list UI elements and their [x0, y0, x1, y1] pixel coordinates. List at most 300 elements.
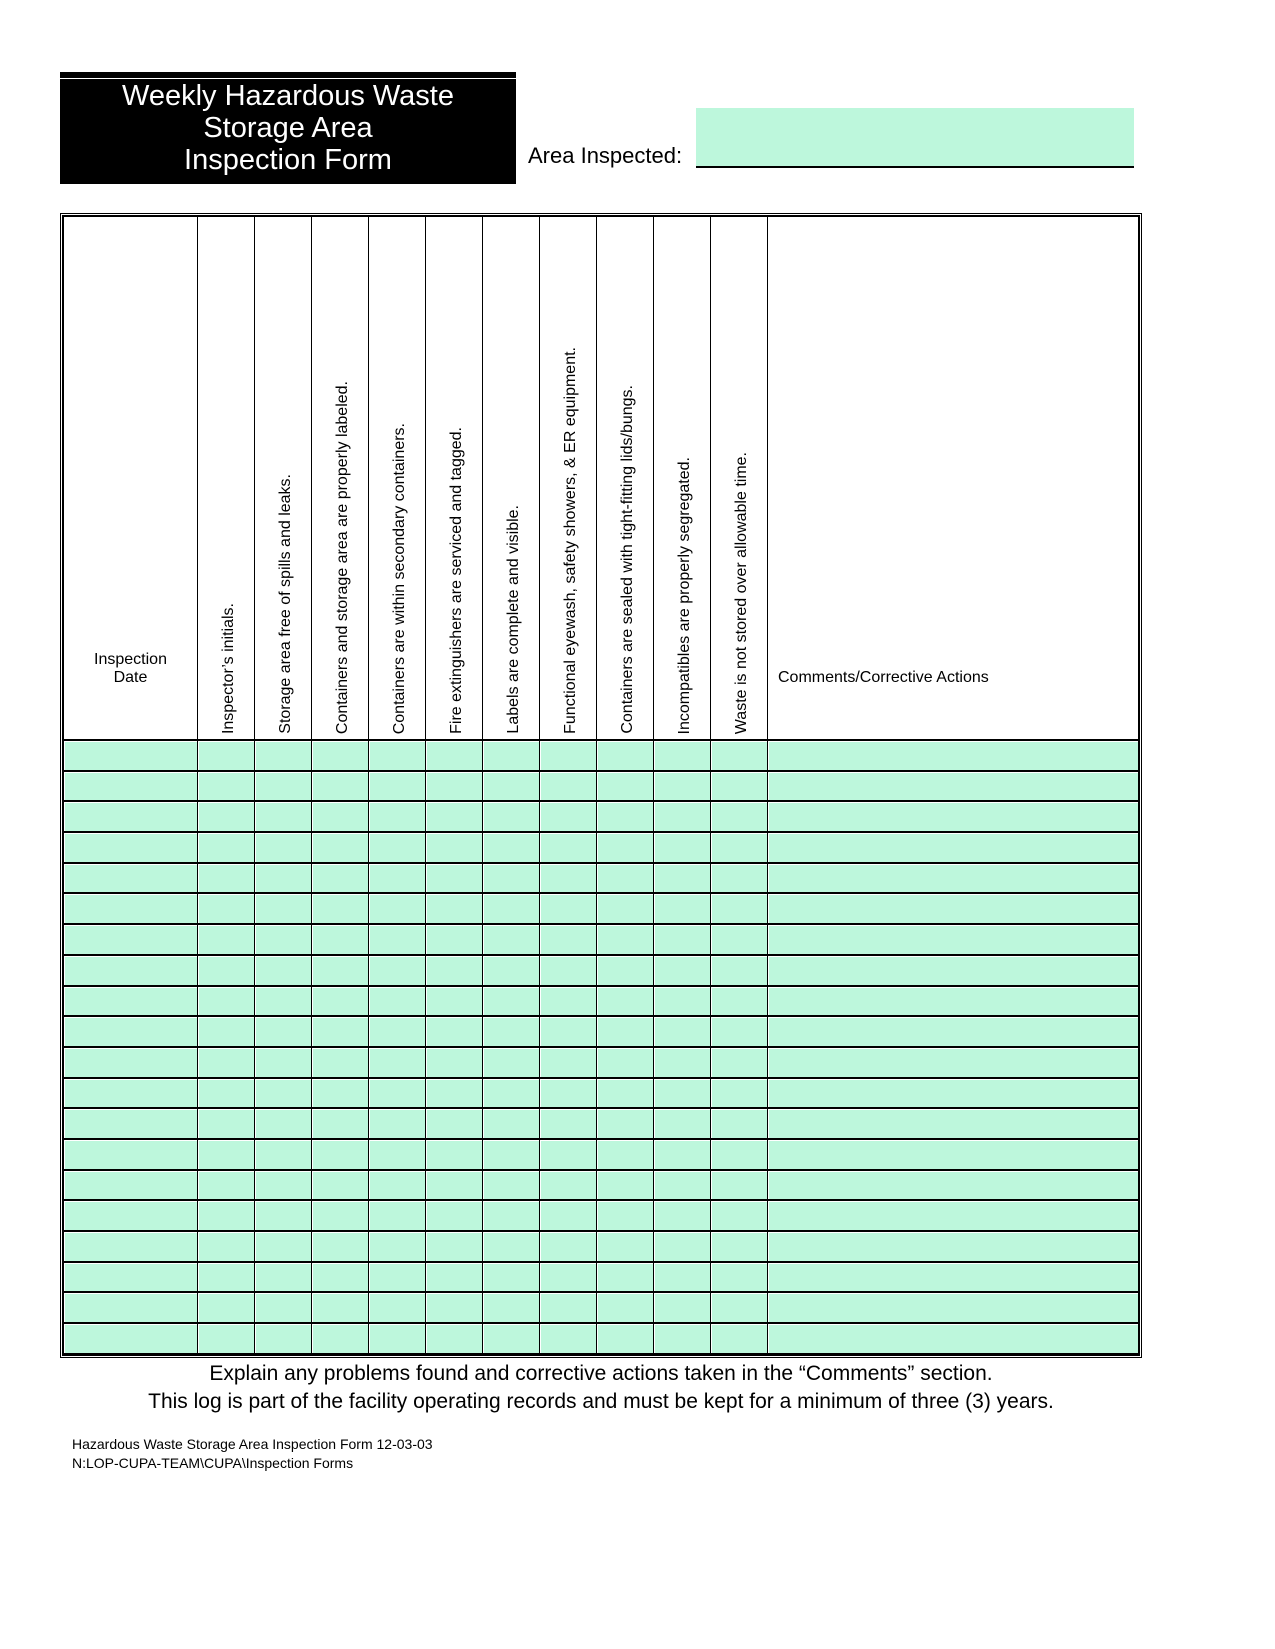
check-1-input[interactable] — [198, 1140, 254, 1169]
check-8-input[interactable] — [597, 1017, 653, 1046]
check-5-input[interactable] — [426, 1324, 482, 1353]
check-2-input[interactable] — [255, 1324, 311, 1353]
cell-check-4 — [369, 1108, 426, 1139]
cell-check-1 — [198, 1200, 255, 1231]
check-1-input[interactable] — [198, 987, 254, 1016]
check-10-input[interactable] — [711, 1109, 767, 1138]
check-6-input[interactable] — [483, 1171, 539, 1200]
check-4-input[interactable] — [369, 1201, 425, 1230]
check-1-input[interactable] — [198, 1324, 254, 1353]
cell-check-2 — [255, 986, 312, 1017]
date-input[interactable] — [64, 1140, 197, 1169]
check-9-input[interactable] — [654, 1109, 710, 1138]
check-6-input[interactable] — [483, 1324, 539, 1353]
check-10-input[interactable] — [711, 1140, 767, 1169]
check-7-input[interactable] — [540, 894, 596, 923]
check-3-input[interactable] — [312, 741, 368, 770]
date-input[interactable] — [64, 925, 197, 954]
check-1-input[interactable] — [198, 1263, 254, 1292]
cell-check-10 — [711, 863, 768, 894]
cell-check-7 — [540, 1262, 597, 1293]
check-3-input[interactable] — [312, 1048, 368, 1077]
check-2-input[interactable] — [255, 1017, 311, 1046]
cell-check-6 — [483, 771, 540, 802]
check-1-input[interactable] — [198, 741, 254, 770]
check-10-input[interactable] — [711, 894, 767, 923]
header-check-9 — [654, 217, 711, 741]
comments-input[interactable] — [768, 1048, 1138, 1077]
comments-input[interactable] — [768, 1171, 1138, 1200]
cell-check-10 — [711, 1323, 768, 1354]
check-9-input[interactable] — [654, 1140, 710, 1169]
check-10-input[interactable] — [711, 1232, 767, 1261]
check-9-input[interactable] — [654, 1263, 710, 1292]
check-4-input[interactable] — [369, 1232, 425, 1261]
check-7-input[interactable] — [540, 987, 596, 1016]
check-2-input[interactable] — [255, 1140, 311, 1169]
comments-input[interactable] — [768, 772, 1138, 801]
check-7-input[interactable] — [540, 1109, 596, 1138]
cell-check-3 — [312, 1262, 369, 1293]
check-1-input[interactable] — [198, 833, 254, 862]
check-3-input[interactable] — [312, 1293, 368, 1322]
comments-input[interactable] — [768, 741, 1138, 770]
table-row — [64, 1170, 1139, 1201]
check-6-input[interactable] — [483, 1017, 539, 1046]
comments-input[interactable] — [768, 802, 1138, 831]
check-10-input[interactable] — [711, 772, 767, 801]
check-9-input[interactable] — [654, 1079, 710, 1108]
check-7-input[interactable] — [540, 1171, 596, 1200]
check-4-input[interactable] — [369, 802, 425, 831]
check-10-input[interactable] — [711, 1079, 767, 1108]
comments-input[interactable] — [768, 833, 1138, 862]
comments-input[interactable] — [768, 1079, 1138, 1108]
check-8-input[interactable] — [597, 925, 653, 954]
check-6-input[interactable] — [483, 987, 539, 1016]
check-5-input[interactable] — [426, 1293, 482, 1322]
cell-check-8 — [597, 1323, 654, 1354]
area-inspected-input[interactable] — [696, 108, 1134, 168]
check-6-input[interactable] — [483, 802, 539, 831]
cell-check-4 — [369, 955, 426, 986]
check-4-input[interactable] — [369, 1017, 425, 1046]
check-2-input[interactable] — [255, 864, 311, 893]
check-10-input[interactable] — [711, 833, 767, 862]
cell-check-8 — [597, 1047, 654, 1078]
comments-input[interactable] — [768, 1232, 1138, 1261]
check-5-input[interactable] — [426, 1079, 482, 1108]
comments-input[interactable] — [768, 1293, 1138, 1322]
check-5-input[interactable] — [426, 864, 482, 893]
comments-input[interactable] — [768, 1201, 1138, 1230]
cell-check-5 — [426, 1262, 483, 1293]
cell-check-7 — [540, 924, 597, 955]
cell-check-5 — [426, 1139, 483, 1170]
check-3-input[interactable] — [312, 1232, 368, 1261]
check-4-input[interactable] — [369, 1109, 425, 1138]
check-3-input[interactable] — [312, 1324, 368, 1353]
check-9-input[interactable] — [654, 1293, 710, 1322]
comments-input[interactable] — [768, 987, 1138, 1016]
date-input[interactable] — [64, 956, 197, 985]
cell-check-9 — [654, 771, 711, 802]
check-8-input[interactable] — [597, 987, 653, 1016]
date-input[interactable] — [64, 864, 197, 893]
check-5-input[interactable] — [426, 894, 482, 923]
check-8-input[interactable] — [597, 1232, 653, 1261]
check-5-input[interactable] — [426, 925, 482, 954]
check-2-input[interactable] — [255, 741, 311, 770]
check-4-input[interactable] — [369, 1293, 425, 1322]
check-4-input[interactable] — [369, 864, 425, 893]
check-6-input[interactable] — [483, 741, 539, 770]
cell-check-3 — [312, 1323, 369, 1354]
check-4-input[interactable] — [369, 956, 425, 985]
check-1-input[interactable] — [198, 1171, 254, 1200]
check-9-input[interactable] — [654, 741, 710, 770]
header-check-label: Storage area free of spills and leaks. — [277, 474, 294, 734]
check-10-input[interactable] — [711, 1201, 767, 1230]
check-5-input[interactable] — [426, 802, 482, 831]
cell-comments — [768, 1170, 1139, 1201]
check-6-input[interactable] — [483, 1079, 539, 1108]
check-2-input[interactable] — [255, 894, 311, 923]
check-10-input[interactable] — [711, 956, 767, 985]
check-8-input[interactable] — [597, 1048, 653, 1077]
table-row — [64, 832, 1139, 863]
check-4-input[interactable] — [369, 1048, 425, 1077]
check-7-input[interactable] — [540, 925, 596, 954]
check-10-input[interactable] — [711, 802, 767, 831]
check-3-input[interactable] — [312, 833, 368, 862]
check-5-input[interactable] — [426, 741, 482, 770]
check-8-input[interactable] — [597, 1201, 653, 1230]
comments-input[interactable] — [768, 894, 1138, 923]
check-3-input[interactable] — [312, 772, 368, 801]
comments-input[interactable] — [768, 1140, 1138, 1169]
cell-check-6 — [483, 924, 540, 955]
cell-check-1 — [198, 1139, 255, 1170]
comments-input[interactable] — [768, 925, 1138, 954]
cell-check-9 — [654, 1047, 711, 1078]
comments-input[interactable] — [768, 1263, 1138, 1292]
check-3-input[interactable] — [312, 1079, 368, 1108]
check-2-input[interactable] — [255, 833, 311, 862]
check-5-input[interactable] — [426, 987, 482, 1016]
check-1-input[interactable] — [198, 1048, 254, 1077]
check-2-input[interactable] — [255, 1171, 311, 1200]
check-7-input[interactable] — [540, 1232, 596, 1261]
check-6-input[interactable] — [483, 1293, 539, 1322]
header-check-5 — [426, 217, 483, 741]
cell-check-7 — [540, 1200, 597, 1231]
cell-check-6 — [483, 1323, 540, 1354]
cell-comments — [768, 801, 1139, 832]
date-input[interactable] — [64, 772, 197, 801]
check-10-input[interactable] — [711, 925, 767, 954]
check-9-input[interactable] — [654, 864, 710, 893]
check-10-input[interactable] — [711, 741, 767, 770]
check-7-input[interactable] — [540, 1140, 596, 1169]
header-date-line-2: Date — [113, 669, 148, 686]
check-6-input[interactable] — [483, 1201, 539, 1230]
check-2-input[interactable] — [255, 1079, 311, 1108]
check-3-input[interactable] — [312, 894, 368, 923]
check-8-input[interactable] — [597, 772, 653, 801]
check-8-input[interactable] — [597, 1109, 653, 1138]
date-input[interactable] — [64, 1048, 197, 1077]
check-9-input[interactable] — [654, 1324, 710, 1353]
date-input[interactable] — [64, 987, 197, 1016]
cell-date — [64, 1231, 198, 1262]
check-5-input[interactable] — [426, 1109, 482, 1138]
check-9-input[interactable] — [654, 1017, 710, 1046]
header-comments: Comments/Corrective Actions — [768, 217, 1139, 741]
cell-check-10 — [711, 1047, 768, 1078]
check-8-input[interactable] — [597, 1263, 653, 1292]
check-9-input[interactable] — [654, 772, 710, 801]
check-10-input[interactable] — [711, 1324, 767, 1353]
check-5-input[interactable] — [426, 1263, 482, 1292]
cell-check-6 — [483, 863, 540, 894]
check-6-input[interactable] — [483, 894, 539, 923]
check-6-input[interactable] — [483, 1263, 539, 1292]
date-input[interactable] — [64, 1171, 197, 1200]
date-input[interactable] — [64, 833, 197, 862]
table-row — [64, 1292, 1139, 1323]
check-3-input[interactable] — [312, 1263, 368, 1292]
check-4-input[interactable] — [369, 1079, 425, 1108]
area-inspected-label: Area Inspected: — [528, 143, 683, 168]
date-input[interactable] — [64, 802, 197, 831]
check-5-input[interactable] — [426, 833, 482, 862]
header-check-label: Containers are within secondary containers. — [391, 422, 408, 734]
check-6-input[interactable] — [483, 772, 539, 801]
check-3-input[interactable] — [312, 987, 368, 1016]
check-7-input[interactable] — [540, 1263, 596, 1292]
check-2-input[interactable] — [255, 1293, 311, 1322]
check-4-input[interactable] — [369, 1263, 425, 1292]
cell-check-4 — [369, 863, 426, 894]
check-3-input[interactable] — [312, 1140, 368, 1169]
cell-check-9 — [654, 1262, 711, 1293]
check-5-input[interactable] — [426, 772, 482, 801]
check-4-input[interactable] — [369, 1171, 425, 1200]
check-1-input[interactable] — [198, 1079, 254, 1108]
check-7-input[interactable] — [540, 741, 596, 770]
check-5-input[interactable] — [426, 1048, 482, 1077]
check-1-input[interactable] — [198, 772, 254, 801]
comments-input[interactable] — [768, 1017, 1138, 1046]
check-7-input[interactable] — [540, 1017, 596, 1046]
cell-check-1 — [198, 863, 255, 894]
check-8-input[interactable] — [597, 894, 653, 923]
check-8-input[interactable] — [597, 1171, 653, 1200]
check-6-input[interactable] — [483, 864, 539, 893]
check-3-input[interactable] — [312, 956, 368, 985]
check-8-input[interactable] — [597, 956, 653, 985]
check-9-input[interactable] — [654, 1171, 710, 1200]
check-1-input[interactable] — [198, 864, 254, 893]
check-8-input[interactable] — [597, 1140, 653, 1169]
check-3-input[interactable] — [312, 802, 368, 831]
check-7-input[interactable] — [540, 833, 596, 862]
cell-date — [64, 801, 198, 832]
cell-check-1 — [198, 771, 255, 802]
check-5-input[interactable] — [426, 1201, 482, 1230]
cell-check-3 — [312, 1078, 369, 1109]
check-1-input[interactable] — [198, 894, 254, 923]
check-5-input[interactable] — [426, 1232, 482, 1261]
cell-check-10 — [711, 801, 768, 832]
date-input[interactable] — [64, 1263, 197, 1292]
check-9-input[interactable] — [654, 894, 710, 923]
check-4-input[interactable] — [369, 894, 425, 923]
check-4-input[interactable] — [369, 925, 425, 954]
check-8-input[interactable] — [597, 741, 653, 770]
check-4-input[interactable] — [369, 1324, 425, 1353]
check-1-input[interactable] — [198, 1017, 254, 1046]
check-3-input[interactable] — [312, 1171, 368, 1200]
check-1-input[interactable] — [198, 1109, 254, 1138]
header-date-line-1: Inspection — [94, 651, 167, 668]
check-7-input[interactable] — [540, 802, 596, 831]
check-10-input[interactable] — [711, 1293, 767, 1322]
cell-check-5 — [426, 1016, 483, 1047]
check-4-input[interactable] — [369, 1140, 425, 1169]
check-7-input[interactable] — [540, 864, 596, 893]
header-check-label: Labels are complete and visible. — [505, 505, 522, 734]
check-3-input[interactable] — [312, 1017, 368, 1046]
check-6-input[interactable] — [483, 1048, 539, 1077]
date-input[interactable] — [64, 1017, 197, 1046]
check-8-input[interactable] — [597, 1324, 653, 1353]
check-10-input[interactable] — [711, 987, 767, 1016]
check-2-input[interactable] — [255, 1201, 311, 1230]
check-4-input[interactable] — [369, 987, 425, 1016]
check-9-input[interactable] — [654, 925, 710, 954]
check-10-input[interactable] — [711, 864, 767, 893]
comments-input[interactable] — [768, 1324, 1138, 1353]
check-2-input[interactable] — [255, 1232, 311, 1261]
check-8-input[interactable] — [597, 1079, 653, 1108]
check-2-input[interactable] — [255, 1048, 311, 1077]
check-10-input[interactable] — [711, 1171, 767, 1200]
check-8-input[interactable] — [597, 1293, 653, 1322]
check-9-input[interactable] — [654, 1232, 710, 1261]
check-2-input[interactable] — [255, 987, 311, 1016]
cell-check-3 — [312, 801, 369, 832]
check-9-input[interactable] — [654, 1048, 710, 1077]
check-9-input[interactable] — [654, 987, 710, 1016]
cell-check-6 — [483, 1016, 540, 1047]
date-input[interactable] — [64, 1109, 197, 1138]
check-6-input[interactable] — [483, 1140, 539, 1169]
check-1-input[interactable] — [198, 1201, 254, 1230]
date-input[interactable] — [64, 1079, 197, 1108]
check-7-input[interactable] — [540, 1201, 596, 1230]
cell-date — [64, 1108, 198, 1139]
check-4-input[interactable] — [369, 833, 425, 862]
check-10-input[interactable] — [711, 1017, 767, 1046]
check-2-input[interactable] — [255, 1109, 311, 1138]
cell-check-4 — [369, 1231, 426, 1262]
date-input[interactable] — [64, 894, 197, 923]
check-5-input[interactable] — [426, 1140, 482, 1169]
check-6-input[interactable] — [483, 956, 539, 985]
check-7-input[interactable] — [540, 772, 596, 801]
check-8-input[interactable] — [597, 864, 653, 893]
check-3-input[interactable] — [312, 925, 368, 954]
cell-check-7 — [540, 863, 597, 894]
check-7-input[interactable] — [540, 1079, 596, 1108]
check-4-input[interactable] — [369, 772, 425, 801]
check-5-input[interactable] — [426, 956, 482, 985]
check-3-input[interactable] — [312, 864, 368, 893]
header-check-label: Functional eyewash, safety showers, & ER equipment. — [562, 347, 579, 734]
comments-input[interactable] — [768, 864, 1138, 893]
check-8-input[interactable] — [597, 833, 653, 862]
check-5-input[interactable] — [426, 1171, 482, 1200]
check-7-input[interactable] — [540, 1048, 596, 1077]
table-row — [64, 1078, 1139, 1109]
check-2-input[interactable] — [255, 772, 311, 801]
check-9-input[interactable] — [654, 1201, 710, 1230]
cell-check-9 — [654, 1170, 711, 1201]
check-4-input[interactable] — [369, 741, 425, 770]
date-input[interactable] — [64, 1232, 197, 1261]
check-6-input[interactable] — [483, 833, 539, 862]
check-9-input[interactable] — [654, 833, 710, 862]
check-2-input[interactable] — [255, 956, 311, 985]
cell-comments — [768, 1323, 1139, 1354]
cell-check-3 — [312, 924, 369, 955]
cell-check-6 — [483, 1231, 540, 1262]
check-6-input[interactable] — [483, 1109, 539, 1138]
check-1-input[interactable] — [198, 956, 254, 985]
cell-check-2 — [255, 1231, 312, 1262]
check-1-input[interactable] — [198, 925, 254, 954]
check-10-input[interactable] — [711, 1263, 767, 1292]
date-input[interactable] — [64, 1293, 197, 1322]
check-6-input[interactable] — [483, 925, 539, 954]
check-2-input[interactable] — [255, 802, 311, 831]
check-1-input[interactable] — [198, 802, 254, 831]
cell-check-4 — [369, 740, 426, 771]
date-input[interactable] — [64, 1201, 197, 1230]
check-8-input[interactable] — [597, 802, 653, 831]
check-7-input[interactable] — [540, 1324, 596, 1353]
date-input[interactable] — [64, 1324, 197, 1353]
check-3-input[interactable] — [312, 1109, 368, 1138]
comments-input[interactable] — [768, 956, 1138, 985]
check-2-input[interactable] — [255, 925, 311, 954]
check-9-input[interactable] — [654, 802, 710, 831]
check-1-input[interactable] — [198, 1293, 254, 1322]
check-10-input[interactable] — [711, 1048, 767, 1077]
check-1-input[interactable] — [198, 1232, 254, 1261]
check-2-input[interactable] — [255, 1263, 311, 1292]
check-7-input[interactable] — [540, 956, 596, 985]
date-input[interactable] — [64, 741, 197, 770]
check-5-input[interactable] — [426, 1017, 482, 1046]
check-3-input[interactable] — [312, 1201, 368, 1230]
comments-input[interactable] — [768, 1109, 1138, 1138]
check-7-input[interactable] — [540, 1293, 596, 1322]
check-9-input[interactable] — [654, 956, 710, 985]
check-6-input[interactable] — [483, 1232, 539, 1261]
